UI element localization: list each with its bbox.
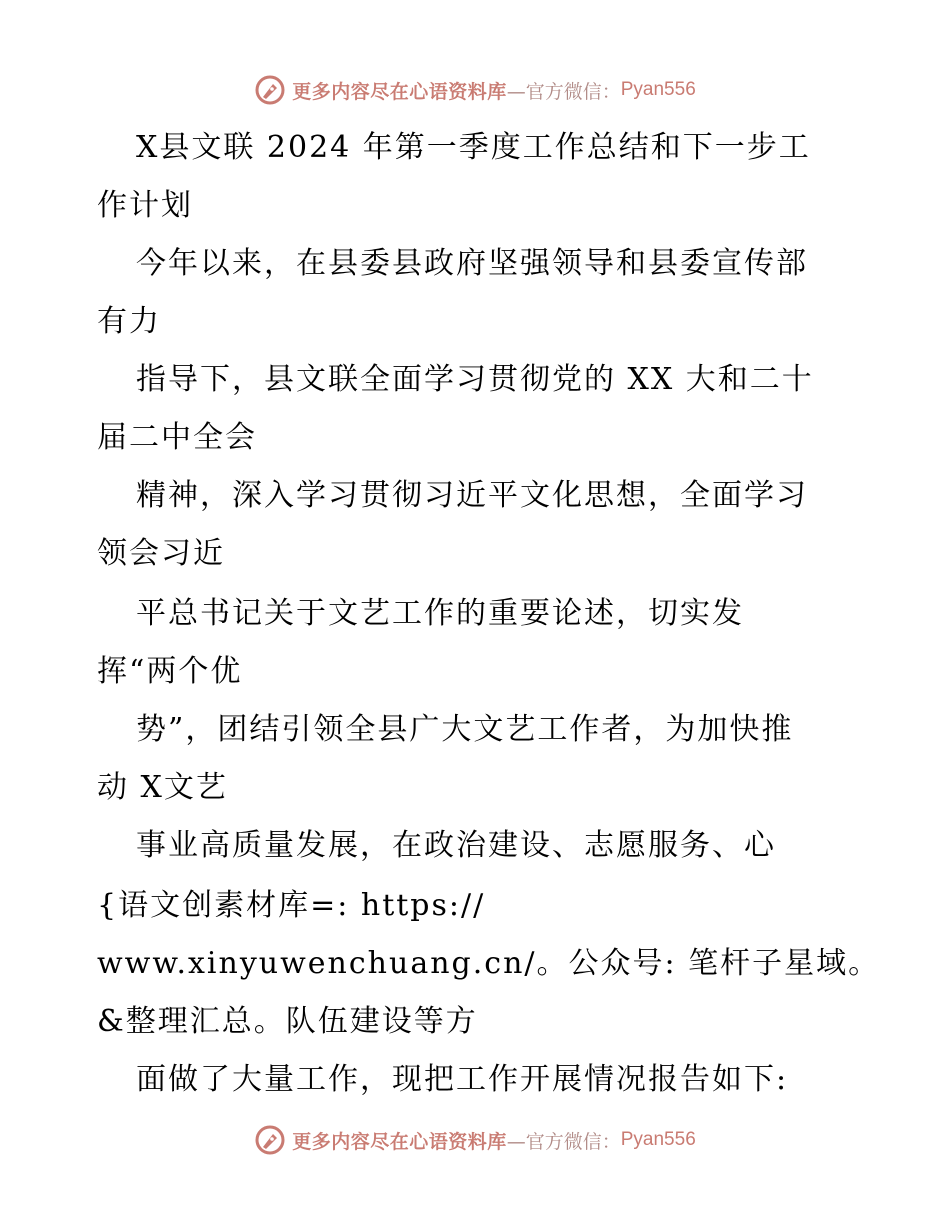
paragraph-line: 平总书记关于文艺工作的重要论述，切实发 bbox=[136, 596, 744, 631]
paragraph-line: 势”，团结引领全县广大文艺工作者，为加快推 bbox=[136, 712, 794, 747]
paragraph-line: 面做了大量工作，现把工作开展情况报告如下: bbox=[136, 1062, 789, 1097]
banner-wechat-id: Pyan556 bbox=[620, 79, 696, 100]
banner-main-text: 更多内容尽在心语资料库 bbox=[292, 80, 507, 103]
banner-separator-text: —官方微信： bbox=[506, 1130, 621, 1153]
pen-nib-circle-icon bbox=[254, 1124, 286, 1156]
paragraph-line: 事业高质量发展，在政治建设、志愿服务、心 bbox=[136, 828, 776, 863]
paragraph-line-url: www.xinyuwenchuang.cn/。公众号: 笔杆子星域。 bbox=[97, 946, 881, 981]
paragraph-line: 届二中全会 bbox=[97, 420, 257, 455]
footer-watermark-banner bbox=[0, 1122, 950, 1158]
banner-wechat-id: Pyan556 bbox=[620, 1129, 696, 1150]
paragraph-line: 今年以来，在县委县政府坚强领导和县委宣传部 bbox=[136, 246, 808, 281]
paragraph-line: 精神，深入学习贯彻习近平文化思想，全面学习 bbox=[136, 478, 808, 513]
document-title-line-1: X县文联 2024 年第一季度工作总结和下一步工 bbox=[136, 130, 811, 165]
paragraph-line-link: {语文创素材库=: https:// bbox=[97, 888, 486, 923]
paragraph-line: 指导下，县文联全面学习贯彻党的 XX 大和二十 bbox=[136, 362, 814, 397]
paragraph-line: &整理汇总。队伍建设等方 bbox=[97, 1004, 478, 1039]
header-watermark-banner bbox=[0, 72, 950, 108]
pen-nib-circle-icon bbox=[254, 74, 286, 106]
paragraph-line: 动 X文艺 bbox=[97, 770, 228, 805]
banner-separator-text: —官方微信： bbox=[506, 80, 621, 103]
paragraph-line: 有力 bbox=[97, 304, 161, 339]
document-title-line-2: 作计划 bbox=[97, 188, 193, 223]
paragraph-line: 领会习近 bbox=[97, 536, 225, 571]
banner-main-text: 更多内容尽在心语资料库 bbox=[292, 1130, 507, 1153]
paragraph-line: 挥“两个优 bbox=[97, 654, 243, 689]
